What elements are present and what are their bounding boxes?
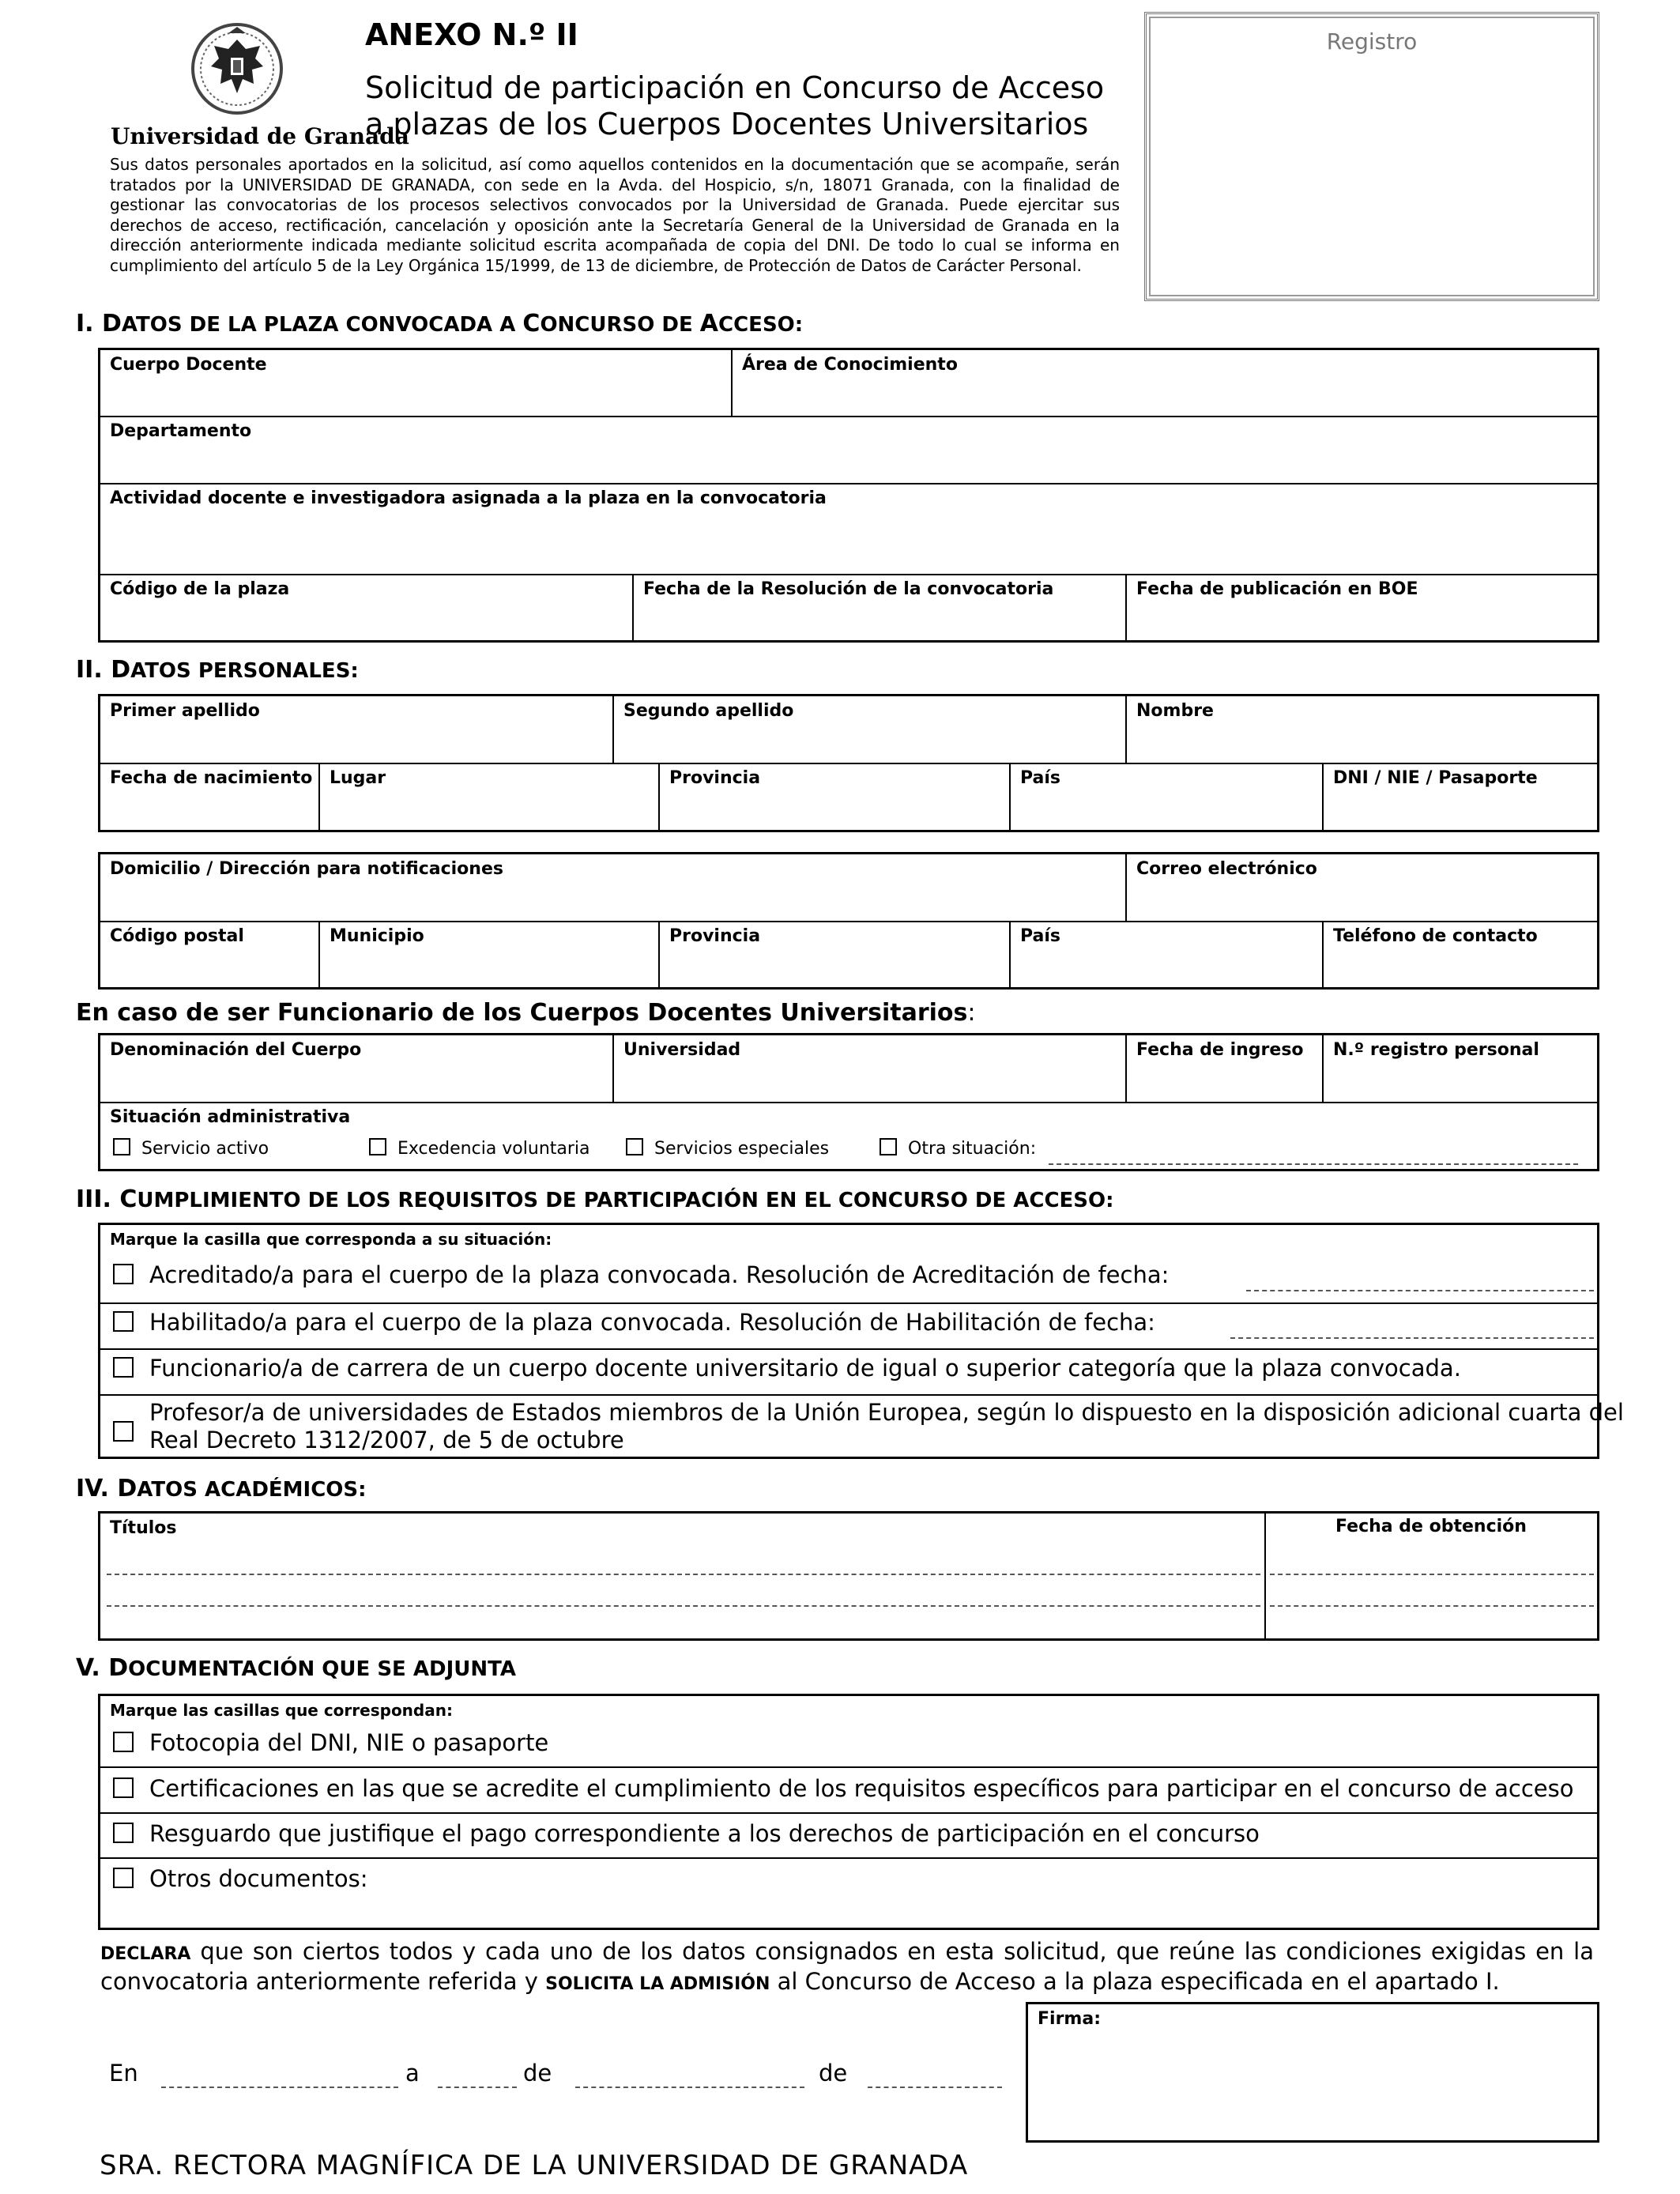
- section-number: III.: [76, 1186, 111, 1213]
- section-1-title: [76, 310, 803, 337]
- fecha-boe-field[interactable]: Fecha de publicación en BOE: [1136, 579, 1418, 599]
- denominacion-field[interactable]: Denominación del Cuerpo: [110, 1040, 362, 1060]
- fecha-acreditacion-line[interactable]: [1246, 1290, 1594, 1291]
- option-label-line-2: Real Decreto 1312/2007, de 5 de octubre: [149, 1427, 624, 1453]
- requisito-habilitado[interactable]: [113, 1309, 1155, 1336]
- option-label: Servicios especiales: [654, 1139, 830, 1159]
- option-label: Otros documentos:: [149, 1865, 368, 1892]
- solicita-keyword: SOLICITA LA ADMISIÓN: [545, 1974, 770, 1994]
- option-label: Resguardo que justifique el pago correspondiente a los derechos de participación en el concurso: [149, 1820, 1260, 1847]
- section-5-title: [76, 1654, 516, 1682]
- option-label: Servicio activo: [141, 1139, 269, 1159]
- area-conocimiento-field[interactable]: Área de Conocimiento: [742, 355, 958, 375]
- nombre-field[interactable]: Nombre: [1136, 701, 1214, 721]
- de-label-1: de: [523, 2060, 552, 2087]
- plaza-table: [98, 348, 1599, 643]
- en-place-line[interactable]: [161, 2087, 398, 2088]
- funcionario-heading: [76, 999, 976, 1027]
- option-label: Habilitado/a para el cuerpo de la plaza convocada. Resolución de Habilitación de fecha:: [149, 1309, 1155, 1336]
- pais-field[interactable]: País: [1020, 768, 1061, 788]
- option-label: Certificaciones en las que se acredite el cumplimiento de los requisitos específicos para participar en el concurso de acceso: [149, 1775, 1574, 1802]
- option-label: Acreditado/a para el cuerpo de la plaza convocada. Resolución de Acreditación de fecha:: [149, 1261, 1170, 1288]
- subtitle-line-1: Solicitud de participación en Concurso de Acceso: [365, 70, 1105, 105]
- fecha-ingreso-field[interactable]: Fecha de ingreso: [1136, 1040, 1304, 1060]
- declaration-text: [100, 1938, 1594, 1998]
- option-label: Excedencia voluntaria: [397, 1139, 590, 1159]
- registro-personal-field[interactable]: N.º registro personal: [1333, 1040, 1539, 1060]
- footer-addressee: SRA. RECTORA MAGNÍFICA DE LA UNIVERSIDAD DE GRANADA: [100, 2150, 969, 2181]
- option-label: Otra situación:: [908, 1139, 1037, 1159]
- provincia-field-2[interactable]: Provincia: [669, 926, 761, 946]
- title-part: ATOS PERSONALES:: [130, 659, 359, 683]
- funcionario-heading-colon: :: [967, 999, 976, 1027]
- primer-apellido-field[interactable]: Primer apellido: [110, 701, 260, 721]
- doc-certificaciones[interactable]: [113, 1775, 1574, 1802]
- checkbox[interactable]: [113, 1311, 134, 1332]
- dni-field[interactable]: DNI / NIE / Pasaporte: [1333, 768, 1538, 788]
- university-logo: [111, 17, 409, 149]
- segundo-apellido-field[interactable]: Segundo apellido: [623, 701, 794, 721]
- de-label-2: de: [819, 2060, 848, 2087]
- checkbox[interactable]: [113, 1421, 134, 1442]
- checkbox[interactable]: [113, 1357, 134, 1378]
- option-label: Fotocopia del DNI, NIE o pasaporte: [149, 1729, 549, 1756]
- section-number: V.: [76, 1654, 100, 1682]
- section-3-title: [76, 1186, 1114, 1213]
- firma-label: Firma:: [1038, 2009, 1101, 2029]
- codigo-plaza-field[interactable]: Código de la plaza: [110, 579, 290, 599]
- correo-field[interactable]: Correo electrónico: [1136, 859, 1317, 879]
- form-subtitle: [365, 70, 1155, 142]
- title-part: ATOS DE LA PLAZA CONVOCADA A: [121, 313, 523, 337]
- title-part: ATOS ACADÉMICOS:: [137, 1478, 367, 1502]
- universidad-field[interactable]: Universidad: [623, 1040, 741, 1060]
- cuerpo-docente-field[interactable]: Cuerpo Docente: [110, 355, 267, 375]
- actividad-field[interactable]: Actividad docente e investigadora asignada a la plaza en la convocatoria: [110, 488, 827, 508]
- checkbox[interactable]: [113, 1138, 130, 1155]
- declaration-part: que son ciertos todos y cada uno de los datos consignados en esta solicitud, que reúne las condiciones exigidas en la convocatoria anteriormente referida y: [100, 1938, 1594, 1995]
- codigo-postal-field[interactable]: Código postal: [110, 926, 244, 946]
- documentacion-instruction: Marque las casillas que correspondan:: [110, 1701, 453, 1720]
- registro-label: Registro: [1326, 28, 1418, 55]
- registro-box: [1144, 12, 1599, 301]
- requisito-funcionario[interactable]: [113, 1355, 1461, 1382]
- title-part: C: [522, 310, 541, 337]
- requisitos-instruction: Marque la casilla que corresponda a su situación:: [110, 1230, 552, 1249]
- fecha-line-1[interactable]: [1270, 1574, 1594, 1575]
- privacy-notice: Sus datos personales aportados en la solicitud, así como aquellos contenidos en la documentación que se acompañe, serán tratados por la UNIVERSIDAD DE GRANADA, con sede en la Avda. del Hospicio, s/n, 18071 Granada, con la finalidad de gestionar las convocatorias de los procesos selectivos convocados por la Universidad de Granada. Puede ejercitar sus derechos de acceso, rectificación, cancelación y oposición ante la Secretaría General de la Universidad de Granada en la dirección anteriormente indicada mediante solicitud escrita acompañada de copia del DNI. De todo lo cual se informa en cumplimiento del artículo 5 de la Ley Orgánica 15/1999, de 13 de diciembre, de Protección de Datos de Carácter Personal.: [110, 155, 1120, 275]
- section-number: II.: [76, 656, 103, 684]
- a-label: a: [405, 2060, 420, 2087]
- title-part: C: [119, 1186, 137, 1213]
- fecha-resolucion-field[interactable]: Fecha de la Resolución de la convocatoria: [643, 579, 1054, 599]
- section-number: I.: [76, 310, 94, 337]
- fecha-obtencion-header: Fecha de obtención: [1335, 1517, 1527, 1536]
- subtitle-line-2: a plazas de los Cuerpos Docentes Universitarios: [365, 107, 1089, 141]
- title-part: D: [102, 310, 122, 337]
- otra-situacion-line[interactable]: [1049, 1163, 1578, 1165]
- title-part: CCESO:: [718, 313, 804, 337]
- municipio-field[interactable]: Municipio: [330, 926, 424, 946]
- domicilio-field[interactable]: Domicilio / Dirección para notificaciones: [110, 859, 503, 879]
- section-number: IV.: [76, 1475, 109, 1502]
- declara-keyword: DECLARA: [100, 1944, 191, 1964]
- section-2-title: [76, 656, 359, 684]
- academicos-table: [98, 1511, 1599, 1641]
- checkbox[interactable]: [113, 1777, 134, 1798]
- provincia-field[interactable]: Provincia: [669, 768, 761, 788]
- university-name: Universidad de Granada: [111, 123, 409, 149]
- situacion-servicios-especiales[interactable]: [626, 1139, 829, 1159]
- title-part: D: [108, 1654, 129, 1682]
- personal-table-1: [98, 694, 1599, 832]
- doc-resguardo[interactable]: [113, 1820, 1260, 1847]
- requisito-profesor-ue[interactable]: [113, 1399, 1624, 1454]
- checkbox[interactable]: [113, 1264, 134, 1284]
- coat-of-arms-icon: [190, 17, 284, 120]
- title-part: ONCURSO DE: [540, 313, 700, 337]
- lugar-field[interactable]: Lugar: [330, 768, 386, 788]
- fecha-nacimiento-field[interactable]: Fecha de nacimiento: [110, 768, 313, 788]
- situacion-servicio-activo[interactable]: [113, 1139, 269, 1159]
- title-part: D: [111, 656, 131, 684]
- personal-table-2: [98, 852, 1599, 990]
- title-part: A: [699, 310, 719, 337]
- month-line[interactable]: [575, 2087, 804, 2088]
- option-label: Funcionario/a de carrera de un cuerpo docente universitario de igual o superior categoría que la plaza convocada.: [149, 1355, 1461, 1382]
- checkbox[interactable]: [369, 1138, 386, 1155]
- pais-field-2[interactable]: País: [1020, 926, 1061, 946]
- checkbox[interactable]: [113, 1732, 134, 1752]
- fecha-line-2[interactable]: [1270, 1605, 1594, 1607]
- en-label: En: [109, 2060, 138, 2087]
- firma-box[interactable]: [1026, 2002, 1599, 2143]
- documentacion-table: [98, 1694, 1599, 1930]
- checkbox[interactable]: [626, 1138, 643, 1155]
- doc-dni[interactable]: [113, 1729, 548, 1756]
- title-part: UMPLIMIENTO DE LOS REQUISITOS DE PARTICIPACIÓN EN EL CONCURSO DE ACCESO:: [137, 1189, 1114, 1212]
- checkbox[interactable]: [113, 1823, 134, 1843]
- anexo-title: ANEXO N.º II: [365, 17, 578, 52]
- titulo-line-2[interactable]: [107, 1605, 1260, 1607]
- telefono-field[interactable]: Teléfono de contacto: [1333, 926, 1538, 946]
- situacion-label: Situación administrativa: [110, 1107, 351, 1127]
- funcionario-table: [98, 1033, 1599, 1171]
- funcionario-heading-text: En caso de ser Funcionario de los Cuerpos Docentes Universitarios: [76, 999, 968, 1027]
- departamento-field[interactable]: Departamento: [110, 421, 252, 441]
- doc-otros[interactable]: [113, 1865, 368, 1892]
- day-line[interactable]: [438, 2087, 517, 2088]
- declaration-part: al Concurso de Acceso a la plaza especificada en el apartado I.: [770, 1968, 1500, 1995]
- titulos-header: Títulos: [110, 1518, 177, 1538]
- requisito-acreditado[interactable]: [113, 1261, 1169, 1288]
- title-part: D: [117, 1475, 137, 1502]
- title-part: OCUMENTACIÓN QUE SE ADJUNTA: [128, 1657, 516, 1681]
- titulo-line-1[interactable]: [107, 1574, 1260, 1575]
- checkbox[interactable]: [880, 1138, 897, 1155]
- fecha-habilitacion-line[interactable]: [1230, 1337, 1594, 1339]
- section-4-title: [76, 1475, 367, 1502]
- situacion-excedencia[interactable]: [369, 1139, 590, 1159]
- year-line[interactable]: [868, 2087, 1002, 2088]
- requisitos-table: [98, 1223, 1624, 1459]
- checkbox[interactable]: [113, 1868, 134, 1888]
- option-label-line-1: Profesor/a de universidades de Estados miembros de la Unión Europea, según lo dispuesto en la disposición adicional cuarta del: [149, 1399, 1624, 1426]
- situacion-otra[interactable]: [880, 1139, 1036, 1159]
